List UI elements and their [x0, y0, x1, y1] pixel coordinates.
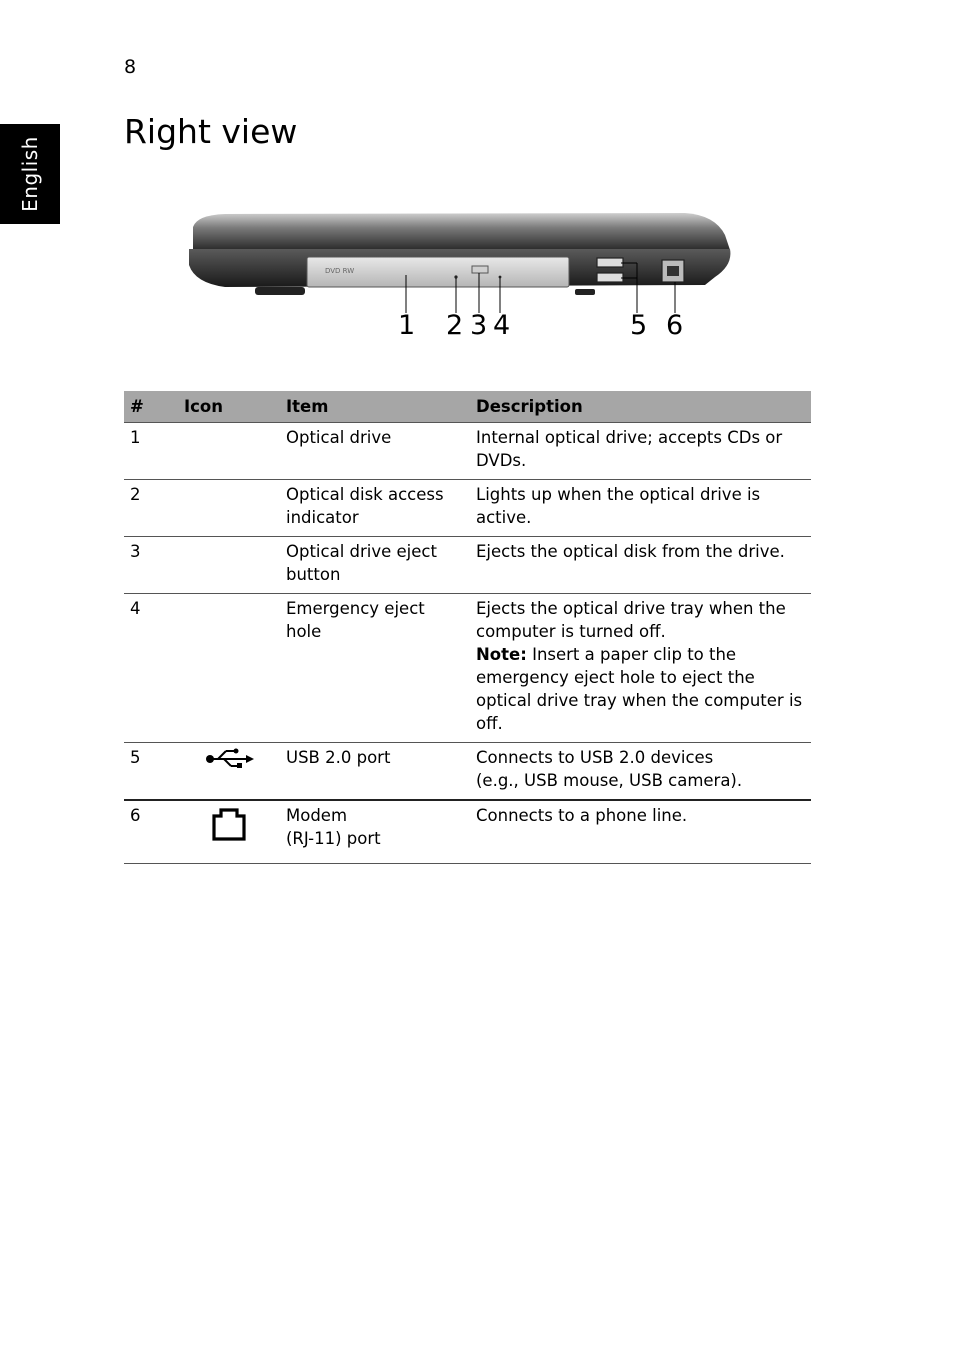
- usb-icon: [204, 746, 254, 772]
- header-icon: Icon: [178, 391, 280, 423]
- row-item: Optical drive: [280, 423, 470, 480]
- page-title: Right view: [124, 112, 298, 151]
- table-row: [124, 537, 811, 594]
- row-icon: [178, 480, 280, 537]
- row-description: Lights up when the optical drive is active.: [470, 480, 811, 537]
- row-item: Emergency eject hole: [280, 594, 470, 743]
- table-header-row: [124, 391, 811, 423]
- row-number: 4: [124, 594, 178, 743]
- row-description: Ejects the optical disk from the drive.: [470, 537, 811, 594]
- description-line-1: Connects to USB 2.0 devices: [476, 748, 714, 767]
- header-number: #: [124, 391, 178, 423]
- row-item: [280, 800, 470, 864]
- svg-text:DVD RW: DVD RW: [325, 267, 355, 275]
- table-row: [124, 480, 811, 537]
- modem-icon: [209, 804, 249, 844]
- header-item: Item: [280, 391, 470, 423]
- header-description: Description: [470, 391, 811, 423]
- row-description: Internal optical drive; accepts CDs or DVDs.: [470, 423, 811, 480]
- row-description: [470, 743, 811, 801]
- row-number: 1: [124, 423, 178, 480]
- table-row: [124, 743, 811, 801]
- row-icon: [178, 423, 280, 480]
- callout-5: 5: [630, 310, 648, 341]
- table-row: [124, 800, 811, 864]
- note-label: Note:: [476, 645, 527, 664]
- callout-3: 3: [470, 310, 488, 341]
- row-item: Optical drive eject button: [280, 537, 470, 594]
- ports-table: [124, 391, 811, 864]
- row-item: Optical disk access indicator: [280, 480, 470, 537]
- table-row: [124, 423, 811, 480]
- row-icon: [178, 743, 280, 801]
- row-number: 6: [124, 800, 178, 864]
- callout-2: 2: [446, 310, 464, 341]
- table-row: [124, 594, 811, 743]
- note-text: Insert a paper clip to the emergency eject hole to eject the optical drive tray when the computer is off.: [476, 645, 803, 733]
- language-tab-label: English: [18, 136, 42, 212]
- note: [476, 643, 805, 735]
- callout-4: 4: [493, 310, 511, 341]
- callout-6: 6: [666, 310, 684, 341]
- row-icon: [178, 537, 280, 594]
- row-number: 3: [124, 537, 178, 594]
- row-number: 2: [124, 480, 178, 537]
- row-item: USB 2.0 port: [280, 743, 470, 801]
- description-text: Ejects the optical drive tray when the computer is turned off.: [476, 599, 786, 641]
- row-icon: [178, 594, 280, 743]
- row-number: 5: [124, 743, 178, 801]
- row-icon: [178, 800, 280, 864]
- row-description: [470, 594, 811, 743]
- description-line-2: (e.g., USB mouse, USB camera).: [476, 771, 743, 790]
- callout-1: 1: [398, 310, 416, 341]
- row-description: Connects to a phone line.: [470, 800, 811, 864]
- laptop-right-view-image: [185, 205, 745, 355]
- page-number: 8: [124, 56, 137, 78]
- language-tab: [0, 124, 60, 224]
- item-line-1: Modem: [286, 806, 348, 825]
- item-line-2: (RJ-11) port: [286, 829, 381, 848]
